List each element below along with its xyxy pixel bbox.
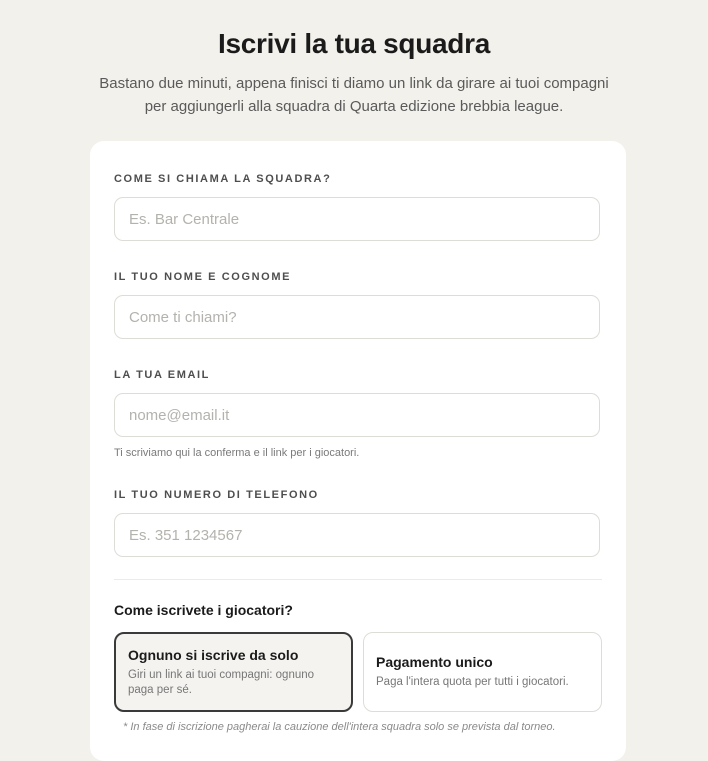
option-single-payment[interactable] xyxy=(363,632,602,712)
phone-label: IL TUO NUMERO DI TELEFONO xyxy=(114,489,319,501)
option-title: Pagamento unico xyxy=(376,654,493,670)
team-name-label: COME SI CHIAMA LA SQUADRA? xyxy=(114,173,332,185)
team-name-input[interactable] xyxy=(114,197,600,241)
full-name-input[interactable] xyxy=(114,295,600,339)
email-hint: Ti scriviamo qui la conferma e il link per i giocatori. xyxy=(114,447,360,459)
full-name-label: IL TUO NOME E COGNOME xyxy=(114,271,292,283)
email-input[interactable] xyxy=(114,393,600,437)
registration-question: Come iscrivete i giocatori? xyxy=(114,602,293,618)
page-title: Iscrivi la tua squadra xyxy=(218,28,490,59)
option-title: Ognuno si iscrive da solo xyxy=(128,646,299,663)
option-individual-registration[interactable] xyxy=(114,632,353,712)
deposit-footnote: * In fase di iscrizione pagherai la cauzione dell'intera squadra solo se prevista dal torneo. xyxy=(123,721,556,733)
registration-form-card xyxy=(90,141,626,761)
section-divider xyxy=(114,579,602,580)
option-description: Giri un link ai tuoi compagni: ognuno paga per sé. xyxy=(128,668,315,696)
page-subtitle: Bastano due minuti, appena finisci ti diamo un link da girare ai tuoi compagni per aggiungerli alla squadra di Quarta edizione brebbia league. xyxy=(99,75,609,115)
email-label: LA TUA EMAIL xyxy=(114,369,210,381)
option-description: Paga l'intera quota per tutti i giocatori. xyxy=(376,676,569,688)
phone-input[interactable] xyxy=(114,513,600,557)
